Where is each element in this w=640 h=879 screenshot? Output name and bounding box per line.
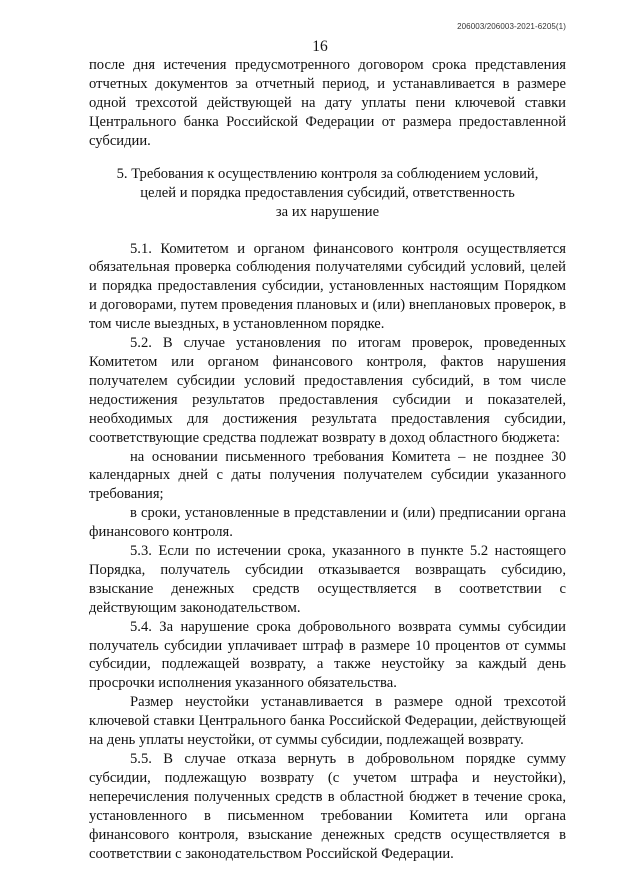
section-heading [89, 165, 566, 222]
intro-paragraph: после дня истечения предусмотренного договором срока представления отчетных документов за отчетный период, и устанавливается в размере одной трехсотой действующей на дату уплаты пени ключевой ставки Центрального банка Российской Федерации от размера предоставленной субсидии. [89, 57, 566, 149]
paragraph-5-4: 5.4. За нарушение срока добровольного возврата суммы субсидии получатель субсидии уплачивает штраф в размере 10 процентов от суммы субсидии, подлежащей возврату, а также неустойку за каждый день просрочки исполнения указанного обязательства. [89, 618, 566, 692]
paragraph-5-4-penalty: Размер неустойки устанавливается в размере одной трехсотой ключевой ставки Центрального банка Российской Федерации, действующей на день уплаты неустойки, от суммы субсидии, подлежащей возврату. [89, 694, 566, 749]
paragraph-5-1: 5.1. Комитетом и органом финансового контроля осуществляется обязательная проверка соблюдения получателями субсидий условий, целей и порядка предоставления субсидии, установленных настоящим Порядком и договорами, путем проведения плановых и (или) внеплановых проверок, в том числе выездных, в установленном порядке. [89, 240, 566, 333]
page-number: 16 [312, 38, 328, 55]
document-body [89, 56, 566, 863]
paragraph-5-2-item-1: на основании письменного требования Комитета – не позднее 30 календарных дней с даты получения получателем субсидии указанного требования; [89, 448, 566, 503]
paragraph-5-2: 5.2. В случае установления по итогам проверок, проведенных Комитетом или органом финансового контроля, фактов нарушения получателем субсидии условий предоставления субсидий, в том числе недостижения результатов предоставления субсидии и показателей, необходимых для достижения результата предоставления субсидии, соответствующие средства подлежат возврату в доход областного бюджета: [89, 335, 566, 446]
paragraph-5-2-item-2: в сроки, установленные в представлении и (или) предписании органа финансового контроля. [89, 505, 566, 541]
section-heading-line: 5. Требования к осуществлению контроля за соблюдением условий, [116, 165, 539, 182]
paragraph-5-5: 5.5. В случае отказа вернуть в добровольном порядке сумму субсидии, подлежащую возврату (с учетом штрафа и неустойки), неперечисления полученных средств в областной бюджет в течение срока, установленного в письменном требовании Комитета или органа финансового контроля, взыскание денежных средств осуществляется в соответствии с законодательством Российской Федерации. [89, 751, 566, 862]
section-heading-line: за их нарушение [275, 203, 380, 220]
section-heading-line: целей и порядка предоставления субсидий, ответственность [140, 184, 515, 201]
paragraph-5-3: 5.3. Если по истечении срока, указанного в пункте 5.2 настоящего Порядка, получатель субсидии отказывается возвращать субсидию, взыскание денежных средств осуществляется в соответствии с действующим законодательством. [89, 543, 566, 616]
document-code: 206003/206003-2021-6205(1) [457, 22, 566, 31]
